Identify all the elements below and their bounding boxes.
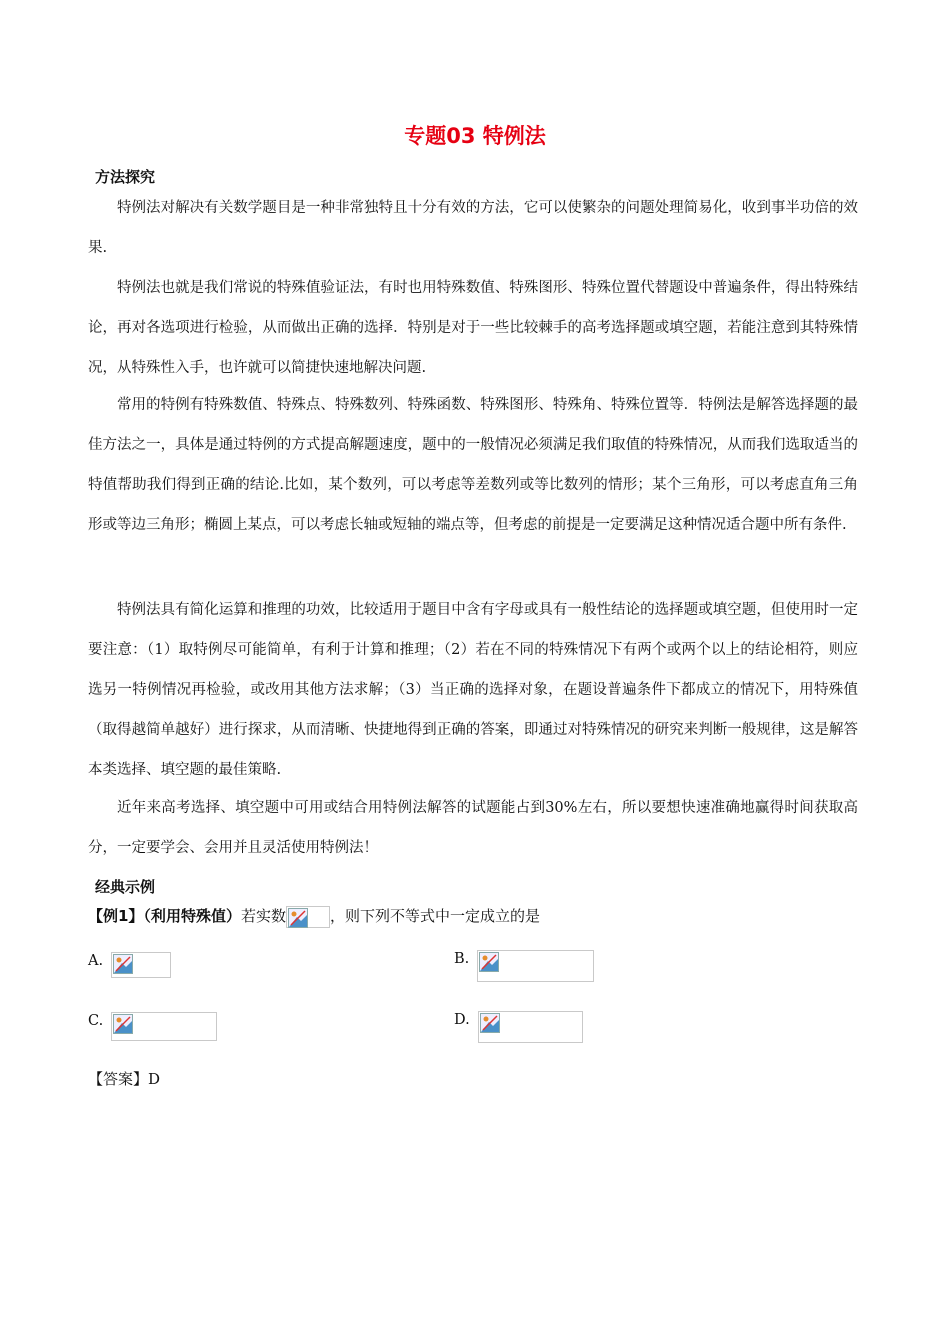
broken-image-icon	[480, 1013, 500, 1033]
paragraph-4: 特例法具有简化运算和推理的功效，比较适用于题目中含有字母或具有一般性结论的选择题或填空题，但使用时一定要注意：（1）取特例尽可能简单，有利于计算和推理；（2）若在不同的特殊情况下有两个或两个以上的结论相符，则应选另一特例情况再检验，或改用其他方法求解；（3）当正确的选择对象，在题设普遍条件下都成立的情况下，用特殊值（取得越简单越好）进行探求，从而清晰、快捷地得到正确的答案，即通过对特殊情况的研究来判断一般规律，这是解答本类选择、填空题的最佳策略.	[88, 602, 858, 778]
example-question	[88, 903, 540, 929]
broken-image-icon	[113, 954, 133, 974]
section-heading-examples: 经典示例	[95, 878, 156, 896]
option-letter: A.	[88, 953, 104, 969]
option-letter: C.	[88, 1013, 104, 1029]
option-image	[478, 1011, 583, 1043]
formula-image	[286, 906, 330, 928]
example-tag: 【例1】（利用特殊值）	[88, 907, 241, 925]
broken-image-icon	[288, 908, 308, 928]
broken-image-icon	[479, 952, 499, 972]
paragraph-2: 特例法也就是我们常说的特殊值验证法，有时也用特殊数值、特殊图形、特殊位置代替题设中普遍条件，得出特殊结论，再对各选项进行检验，从而做出正确的选择．特别是对于一些比较棘手的高考选择题或填空题，若能注意到其特殊情况，从特殊性入手，也许就可以简捷快速地解决问题.	[88, 280, 858, 376]
option-c[interactable]	[88, 1012, 217, 1041]
paragraph-3: 常用的特例有特殊数值、特殊点、特殊数列、特殊函数、特殊图形、特殊角、特殊位置等．特例法是解答选择题的最佳方法之一，具体是通过特例的方式提高解题速度，题中的一般情况必须满足我们取值的特殊情况，从而我们选取适当的特值帮助我们得到正确的结论.比如，某个数列，可以考虑等差数列或等比数列的情形；某个三角形，可以考虑直角三角形或等边三角形；椭圆上某点，可以考虑长轴或短轴的端点等，但考虑的前提是一定要满足这种情况适合题中所有条件.	[88, 397, 858, 533]
option-b[interactable]	[454, 950, 594, 982]
paragraph-5: 近年来高考选择、填空题中可用或结合用特例法解答的试题能占到30%左右，所以要想快速准确地赢得时间获取高分，一定要学会、会用并且灵活使用特例法！	[88, 800, 858, 856]
option-letter: B.	[454, 951, 470, 967]
paragraph-1: 特例法对解决有关数学题目是一种非常独特且十分有效的方法，它可以使繁杂的问题处理简易化，收到事半功倍的效果.	[88, 200, 858, 256]
page-title: 专题03 特例法	[404, 124, 546, 148]
question-text-before: 若实数	[240, 907, 286, 925]
question-text-after: ，则下列不等式中一定成立的是	[329, 907, 540, 925]
option-image	[477, 950, 594, 982]
broken-image-icon	[113, 1014, 133, 1034]
section-heading-method: 方法探究	[95, 168, 156, 186]
option-image	[111, 952, 171, 978]
option-letter: D.	[454, 1012, 470, 1028]
option-image	[111, 1012, 217, 1041]
option-a[interactable]	[88, 952, 171, 978]
option-d[interactable]	[454, 1011, 583, 1043]
answer-text: 【答案】D	[88, 1070, 161, 1088]
